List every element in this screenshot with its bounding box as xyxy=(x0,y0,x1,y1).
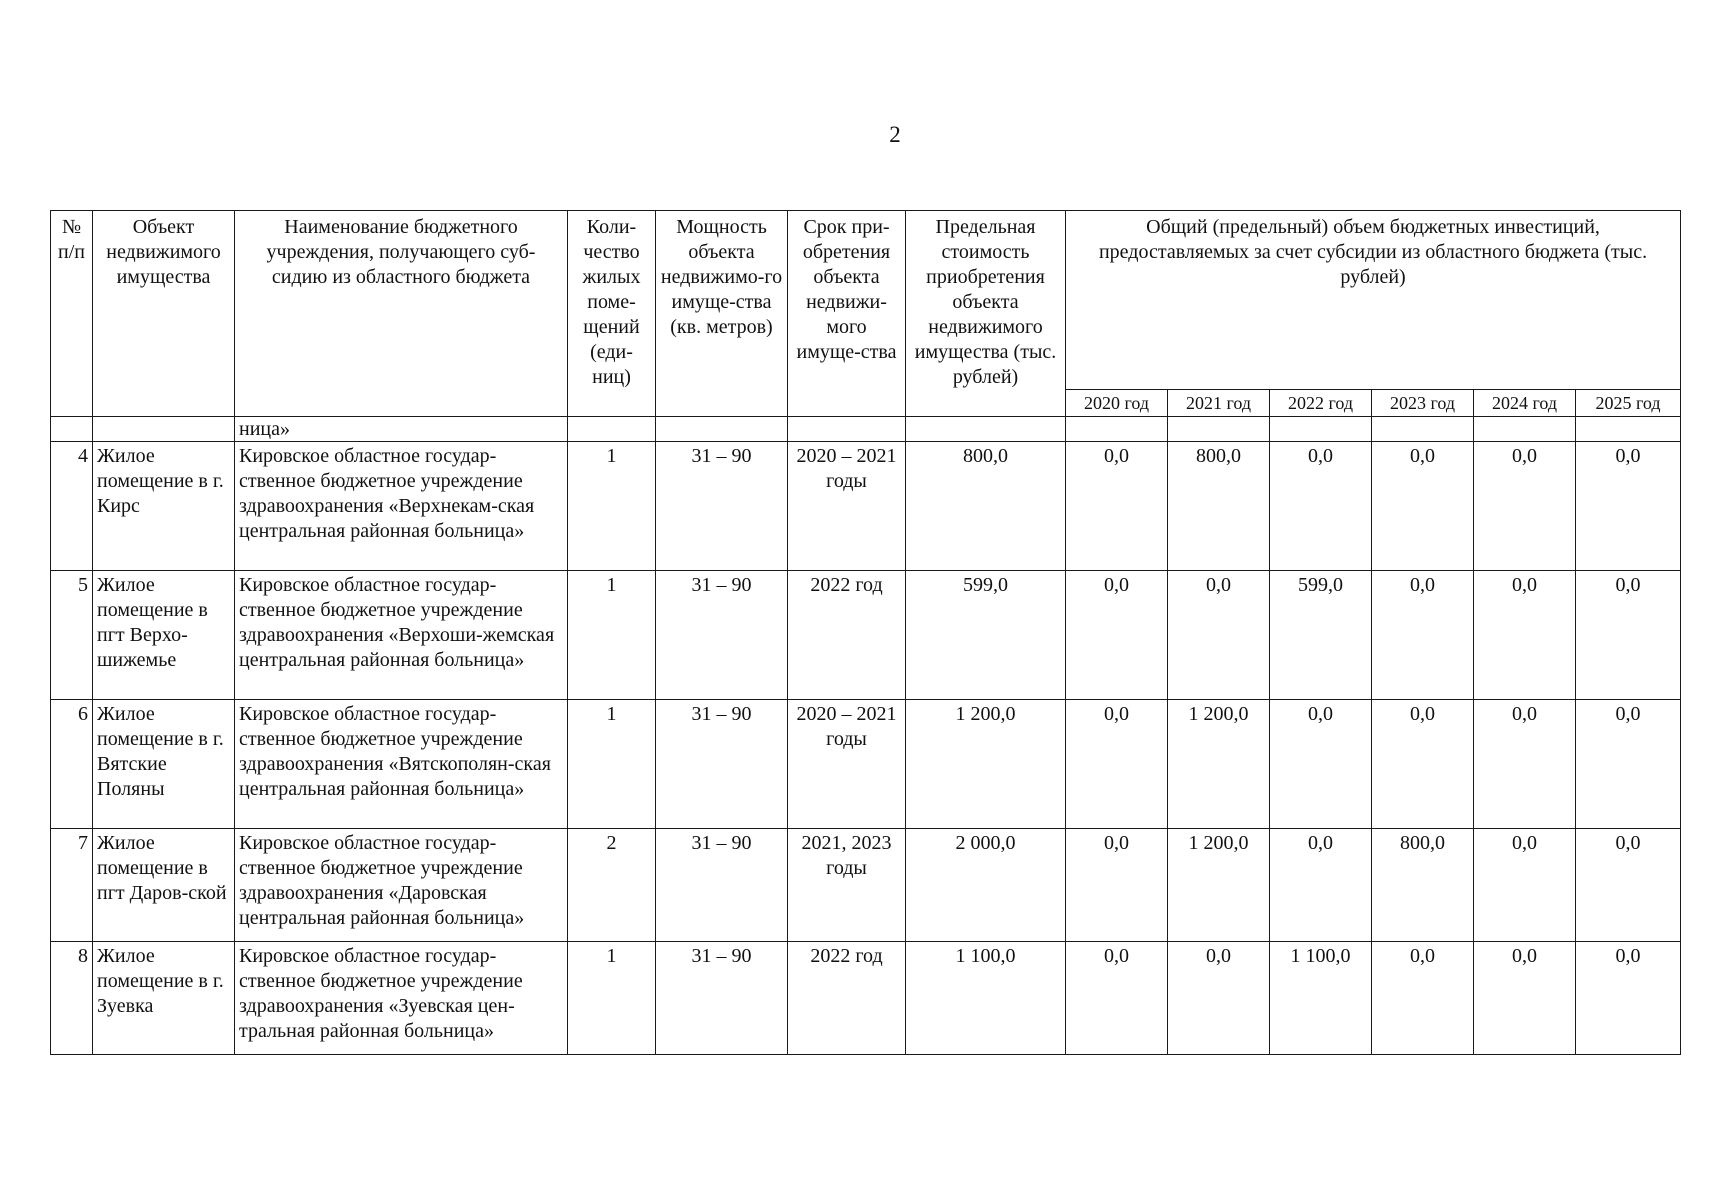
row-year-2024: 0,0 xyxy=(1474,442,1576,571)
header-max-cost: Предельная стоимость приобретения объекта недвижимого имущества (тыс. рублей) xyxy=(906,211,1066,417)
table-row xyxy=(51,442,1681,571)
row-max-cost: 2 000,0 xyxy=(906,829,1066,942)
row-year-2021: 1 200,0 xyxy=(1168,829,1270,942)
row-institution: Кировское областное государ-ственное бюджетное учреждение здравоохранения «Вятскополян-ская центральная районная больница» xyxy=(235,700,568,829)
row-object: Жилое помещение в г. Вятские Поляны xyxy=(93,700,235,829)
row-quantity: 1 xyxy=(568,942,656,1055)
header-capacity: Мощность объекта недвижимо-го имуще-ства (кв. метров) xyxy=(656,211,788,417)
row-object: Жилое помещение в пгт Верхо-шижемье xyxy=(93,571,235,700)
row-year-2021: 800,0 xyxy=(1168,442,1270,571)
row-term: 2022 год xyxy=(788,571,906,700)
row-capacity: 31 – 90 xyxy=(656,829,788,942)
row-term: 2020 – 2021 годы xyxy=(788,442,906,571)
row-num: 5 xyxy=(51,571,93,700)
row-quantity: 1 xyxy=(568,700,656,829)
header-year-2024: 2024 год xyxy=(1474,390,1576,417)
row-year-2020: 0,0 xyxy=(1066,942,1168,1055)
row-year-2025: 0,0 xyxy=(1576,829,1681,942)
row-year-2025: 0,0 xyxy=(1576,942,1681,1055)
row-year-2024: 0,0 xyxy=(1474,700,1576,829)
table-row xyxy=(51,829,1681,942)
continuation-text: ница» xyxy=(235,417,568,442)
row-year-2022: 0,0 xyxy=(1270,700,1372,829)
row-quantity: 1 xyxy=(568,442,656,571)
row-year-2020: 0,0 xyxy=(1066,829,1168,942)
row-year-2024: 0,0 xyxy=(1474,942,1576,1055)
table-row xyxy=(51,571,1681,700)
row-year-2021: 1 200,0 xyxy=(1168,700,1270,829)
header-year-2023: 2023 год xyxy=(1372,390,1474,417)
header-num: № п/п xyxy=(51,211,93,417)
row-year-2023: 0,0 xyxy=(1372,571,1474,700)
row-term: 2022 год xyxy=(788,942,906,1055)
row-institution: Кировское областное государ-ственное бюджетное учреждение здравоохранения «Верхнекам-ская центральная районная больница» xyxy=(235,442,568,571)
header-object: Объект недвижимого имущества xyxy=(93,211,235,417)
row-max-cost: 1 200,0 xyxy=(906,700,1066,829)
row-max-cost: 1 100,0 xyxy=(906,942,1066,1055)
row-year-2024: 0,0 xyxy=(1474,829,1576,942)
table-row-continuation xyxy=(51,417,1681,442)
row-year-2020: 0,0 xyxy=(1066,700,1168,829)
row-year-2021: 0,0 xyxy=(1168,571,1270,700)
header-term: Срок при-обретения объекта недвижи-мого имуще-ства xyxy=(788,211,906,417)
row-year-2022: 1 100,0 xyxy=(1270,942,1372,1055)
row-year-2020: 0,0 xyxy=(1066,571,1168,700)
row-num: 4 xyxy=(51,442,93,571)
row-num: 7 xyxy=(51,829,93,942)
row-capacity: 31 – 90 xyxy=(656,442,788,571)
row-year-2020: 0,0 xyxy=(1066,442,1168,571)
table-row xyxy=(51,700,1681,829)
row-year-2024: 0,0 xyxy=(1474,571,1576,700)
page-number: 2 xyxy=(889,122,901,147)
row-capacity: 31 – 90 xyxy=(656,942,788,1055)
header-year-2022: 2022 год xyxy=(1270,390,1372,417)
row-year-2022: 0,0 xyxy=(1270,829,1372,942)
header-year-2025: 2025 год xyxy=(1576,390,1681,417)
row-year-2022: 599,0 xyxy=(1270,571,1372,700)
row-institution: Кировское областное государ-ственное бюджетное учреждение здравоохранения «Верхоши-жемская центральная районная больница» xyxy=(235,571,568,700)
header-total-investments: Общий (предельный) объем бюджетных инвестиций, предоставляемых за счет субсидии из областного бюджета (тыс. рублей) xyxy=(1066,211,1681,390)
row-max-cost: 800,0 xyxy=(906,442,1066,571)
row-quantity: 1 xyxy=(568,571,656,700)
header-year-2020: 2020 год xyxy=(1066,390,1168,417)
row-institution: Кировское областное государ-ственное бюджетное учреждение здравоохранения «Даровская центральная районная больница» xyxy=(235,829,568,942)
row-capacity: 31 – 90 xyxy=(656,700,788,829)
row-term: 2021, 2023 годы xyxy=(788,829,906,942)
row-object: Жилое помещение в г. Зуевка xyxy=(93,942,235,1055)
row-year-2025: 0,0 xyxy=(1576,700,1681,829)
row-year-2023: 0,0 xyxy=(1372,442,1474,571)
row-num: 6 xyxy=(51,700,93,829)
header-year-2021: 2021 год xyxy=(1168,390,1270,417)
row-institution: Кировское областное государ-ственное бюджетное учреждение здравоохранения «Зуевская цен-тральная районная больница» xyxy=(235,942,568,1055)
row-num: 8 xyxy=(51,942,93,1055)
row-year-2023: 800,0 xyxy=(1372,829,1474,942)
row-year-2025: 0,0 xyxy=(1576,442,1681,571)
row-year-2022: 0,0 xyxy=(1270,442,1372,571)
row-max-cost: 599,0 xyxy=(906,571,1066,700)
row-year-2025: 0,0 xyxy=(1576,571,1681,700)
row-year-2023: 0,0 xyxy=(1372,700,1474,829)
row-quantity: 2 xyxy=(568,829,656,942)
row-year-2023: 0,0 xyxy=(1372,942,1474,1055)
row-object: Жилое помещение в г. Кирс xyxy=(93,442,235,571)
header-quantity: Коли-чество жилых поме-щений (еди-ниц) xyxy=(568,211,656,417)
investment-table xyxy=(50,210,1681,1055)
header-institution: Наименование бюджетного учреждения, получающего суб-сидию из областного бюджета xyxy=(235,211,568,417)
row-term: 2020 – 2021 годы xyxy=(788,700,906,829)
row-capacity: 31 – 90 xyxy=(656,571,788,700)
row-year-2021: 0,0 xyxy=(1168,942,1270,1055)
row-object: Жилое помещение в пгт Даров-ской xyxy=(93,829,235,942)
table-row xyxy=(51,942,1681,1055)
